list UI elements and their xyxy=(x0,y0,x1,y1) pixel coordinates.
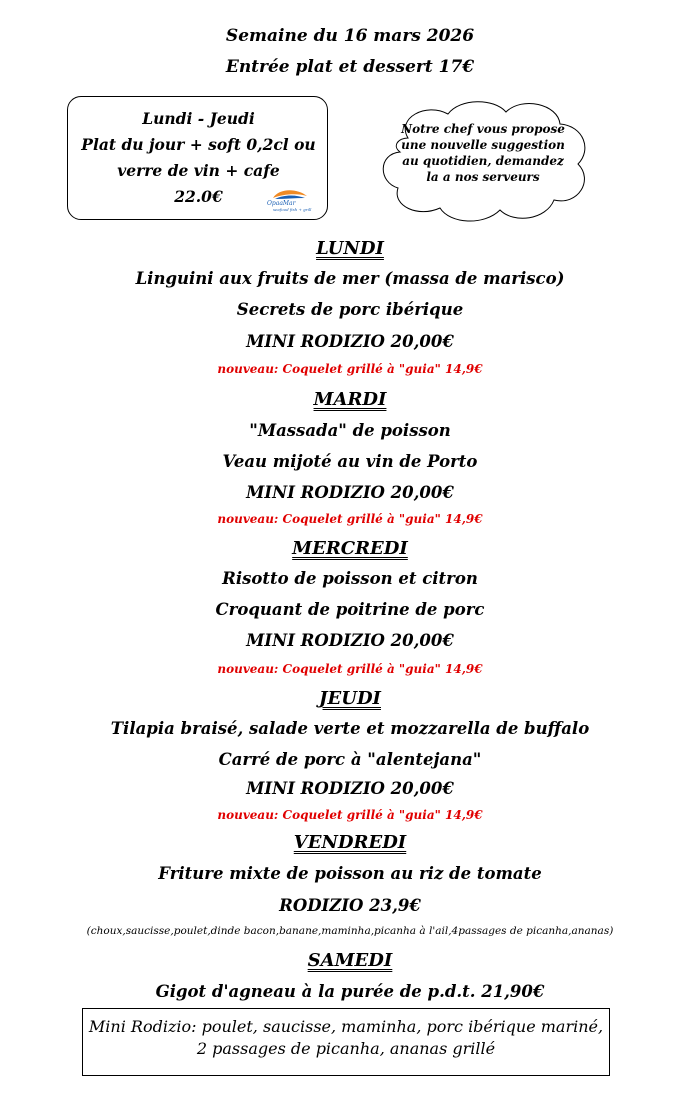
day-title-thursday: JEUDI xyxy=(319,688,381,709)
week-title: Semaine du 16 mars 2026 xyxy=(225,26,475,46)
friday-rodizio-note: (choux,saucisse,poulet,dinde bacon,banane,maminha,picanha à l'ail,4passages de picanha,ananas) xyxy=(86,925,614,937)
monday-rodizio: MINI RODIZIO 20,00€ xyxy=(246,332,454,351)
day-title-wednesday: MERCREDI xyxy=(292,538,408,559)
wednesday-dish-1: Risotto de poisson et citron xyxy=(222,569,478,588)
chef-note-line1: Notre chef vous propose xyxy=(401,122,565,136)
wednesday-new-item: nouveau: Coquelet grillé à "guia" 14,9€ xyxy=(217,662,483,676)
monday-dish-2: Secrets de porc ibérique xyxy=(236,300,464,319)
mini-rodizio-line2: 2 passages de picanha, ananas grillé xyxy=(196,1039,496,1058)
restaurant-logo xyxy=(267,186,311,214)
wednesday-dish-2: Croquant de poitrine de porc xyxy=(215,600,485,619)
offer-line2: verre de vin + cafe xyxy=(117,161,280,180)
saturday-dish-1: Gigot d'agneau à la purée de p.d.t. 21,90€ xyxy=(155,982,545,1001)
tuesday-dish-2: Veau mijoté au vin de Porto xyxy=(222,452,478,471)
offer-price: 22.0€ xyxy=(174,187,223,206)
tuesday-new-item: nouveau: Coquelet grillé à "guia" 14,9€ xyxy=(217,512,483,526)
logo-subtext: seafood fish + grill xyxy=(273,207,312,212)
formula-title: Entrée plat et dessert 17€ xyxy=(225,57,475,77)
day-title-monday: LUNDI xyxy=(316,238,384,259)
wednesday-rodizio: MINI RODIZIO 20,00€ xyxy=(246,631,454,650)
chef-note-line3: au quotidien, demandez xyxy=(402,154,564,168)
offer-days: Lundi - Jeudi xyxy=(142,109,255,128)
monday-dish-1: Linguini aux fruits de mer (massa de marisco) xyxy=(135,269,565,288)
tuesday-dish-1: "Massada" de poisson xyxy=(249,421,451,440)
friday-rodizio: RODIZIO 23,9€ xyxy=(279,896,421,915)
chef-note-line4: la a nos serveurs xyxy=(426,170,540,184)
day-title-tuesday: MARDI xyxy=(313,389,387,410)
thursday-rodizio: MINI RODIZIO 20,00€ xyxy=(246,779,454,798)
thursday-dish-1: Tilapia braisé, salade verte et mozzarella de buffalo xyxy=(110,719,590,738)
chef-note xyxy=(378,121,588,185)
chef-note-line2: une nouvelle suggestion xyxy=(401,138,565,152)
thursday-new-item: nouveau: Coquelet grillé à "guia" 14,9€ xyxy=(217,808,483,822)
logo-text: OpaaMar xyxy=(267,200,296,207)
monday-new-item: nouveau: Coquelet grillé à "guia" 14,9€ xyxy=(217,362,483,376)
tuesday-rodizio: MINI RODIZIO 20,00€ xyxy=(246,483,454,502)
thursday-dish-2: Carré de porc à "alentejana" xyxy=(218,750,482,769)
offer-line1: Plat du jour + soft 0,2cl ou xyxy=(81,135,316,154)
mini-rodizio-line1: Mini Rodizio: poulet, saucisse, maminha, porc ibérique mariné, xyxy=(88,1017,604,1036)
day-title-saturday: SAMEDI xyxy=(307,950,393,971)
day-title-friday: VENDREDI xyxy=(293,832,407,853)
friday-dish-1: Friture mixte de poisson au riz de tomate xyxy=(158,864,542,883)
mini-rodizio-box xyxy=(82,1008,610,1076)
